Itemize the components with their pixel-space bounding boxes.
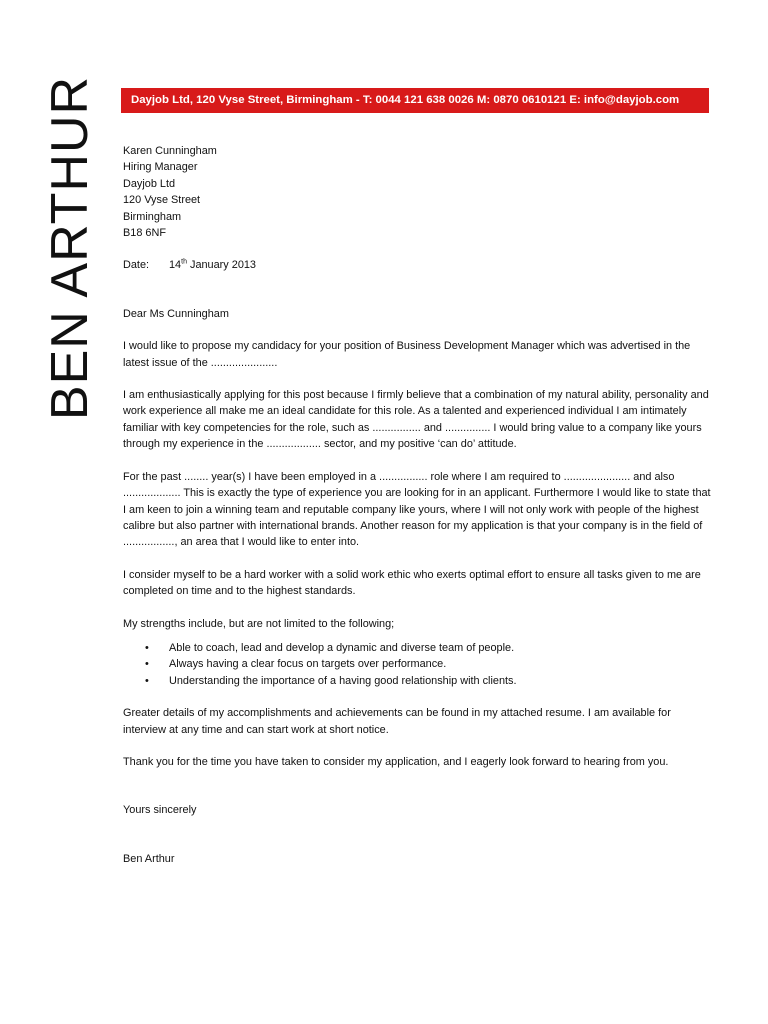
recipient-street: 120 Vyse Street: [123, 194, 201, 207]
list-item: [123, 673, 713, 689]
paragraph-intro: I would like to propose my candidacy for your position of Business Development Manager which was advertised in the latest issue of the ......................: [123, 340, 691, 369]
date-month-year: January 2013: [186, 259, 256, 272]
salutation: Dear Ms Cunningham: [123, 307, 229, 320]
vertical-name-banner: [40, 75, 100, 421]
date-label: Date:: [123, 259, 150, 272]
strength-text: Always having a clear focus on targets over performance.: [169, 658, 447, 671]
strengths-list: [123, 640, 713, 689]
paragraph-work-ethic: I consider myself to be a hard worker with a solid work ethic who exerts optimal effort to ensure all tasks given to me are completed on time and to the highest standards.: [123, 568, 701, 598]
date-suffix: th: [181, 258, 187, 266]
strength-text: Understanding the importance of a having good relationship with clients.: [169, 674, 517, 687]
applicant-name-vertical: BEN ARTHUR: [41, 75, 99, 421]
letter-body: [123, 143, 713, 867]
paragraph-experience: For the past ........ year(s) I have been employed in a ................ role where I am required to ...................... and also ................... This is exactly the type of experience you are looking for in an applicant. Furthermore I would like to state that I am keen to join a winning team and reputable company like yours, where I will not only work with people of the highest calibre but also partner with international brands. Another reason for my application is that your company is in the field of ................., an area that I would like to enter into.: [123, 470, 711, 549]
bullet-icon: •: [145, 658, 149, 671]
paragraph-details: Greater details of my accomplishments and achievements can be found in my attached resume. I am available for interview at any time and can start work at short notice.: [123, 707, 671, 736]
date-day: 14: [169, 259, 182, 272]
recipient-city: Birmingham: [123, 210, 182, 223]
paragraph-motivation: I am enthusiastically applying for this post because I firmly believe that a combination of my natural ability, personality and work experience all make me an ideal candidate for this role. As a talented and experienced individual I am intimately familiar with key competencies for the role, such as ................ and ............... I would bring value to a company like yours through my experience in the .................. sector, and my positive ‘can do’ attitude.: [123, 389, 709, 451]
bullet-icon: •: [145, 674, 149, 687]
letter-date: [123, 257, 713, 273]
recipient-name: Karen Cunningham: [123, 145, 217, 157]
contact-line: Dayjob Ltd, 120 Vyse Street, Birmingham - T: 0044 121 638 0026 M: 0870 0610121 E: info@dayjob.com: [131, 94, 680, 106]
recipient-title: Hiring Manager: [123, 161, 198, 174]
recipient-company: Dayjob Ltd: [123, 177, 176, 190]
signature: Ben Arthur: [123, 852, 175, 865]
bullet-icon: •: [145, 641, 149, 654]
closing: Yours sincerely: [123, 804, 197, 817]
strengths-intro: My strengths include, but are not limited to the following;: [123, 617, 395, 630]
list-item: [123, 640, 713, 656]
strength-text: Able to coach, lead and develop a dynamic and diverse team of people.: [169, 641, 515, 654]
recipient-address: [123, 143, 713, 241]
paragraph-thanks: Thank you for the time you have taken to consider my application, and I eagerly look forward to hearing from you.: [123, 755, 669, 768]
recipient-postcode: B18 6NF: [123, 227, 166, 240]
contact-header-bar: [121, 88, 709, 113]
list-item: [123, 656, 713, 672]
